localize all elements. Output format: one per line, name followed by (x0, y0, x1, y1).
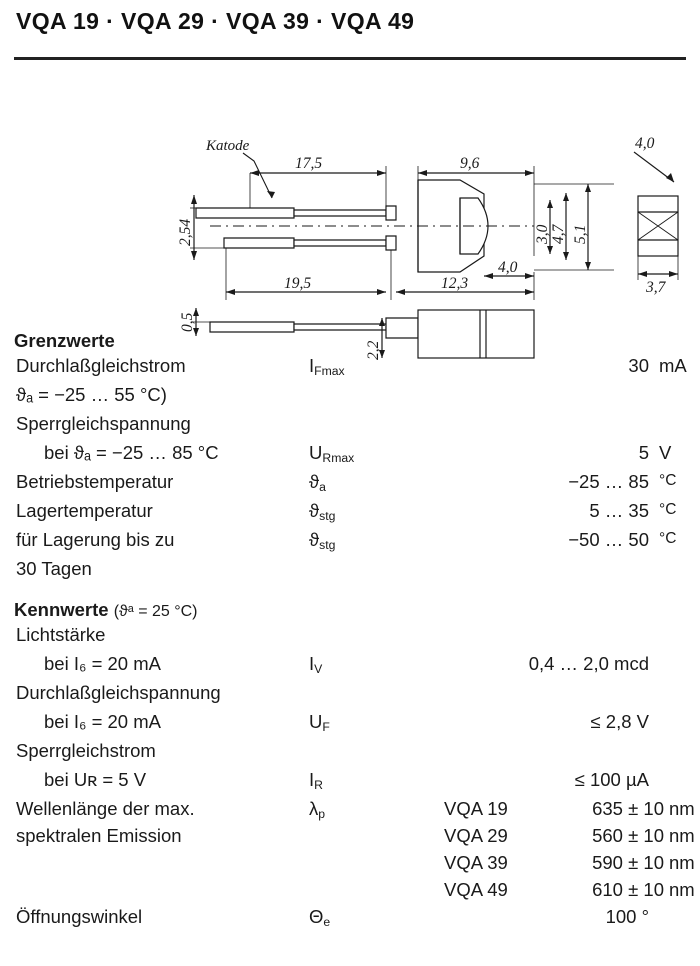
wavelength-value: 560 ± 10 (592, 824, 664, 846)
dim-12-3: 12,3 (441, 275, 469, 292)
dim-4-0-mid: 4,0 (498, 259, 518, 276)
spec-label: Lagertemperatur (16, 499, 153, 521)
spec-label: bei ϑₐ = −25 … 85 °C (44, 441, 219, 463)
dim-19-5: 19,5 (284, 275, 312, 292)
spec-symbol: $I_{Fmax}$ (309, 354, 345, 378)
section-heading-note: (ϑᵃ = 25 °C) (113, 602, 198, 620)
spec-label: bei I₆ = 20 mA (44, 652, 161, 674)
spec-row-oeffnungswinkel (14, 905, 686, 937)
spec-symbol: $ϑ_{stg}$ (309, 499, 336, 523)
wavelength-type: VQA 49 (444, 878, 508, 900)
wavelength-value: 635 ± 10 (592, 797, 664, 819)
spec-unit: °C (659, 471, 677, 489)
spec-row-30-tagen (14, 557, 686, 589)
section-heading-kennwerte (14, 598, 686, 620)
spec-row-wellenlaenge-2 (14, 824, 695, 854)
spec-symbol: $\lambda_p$ (309, 797, 326, 821)
dim-3-7: 3,7 (646, 279, 666, 296)
spec-row-urmax (14, 441, 686, 473)
spec-row-wellenlaenge-1 (14, 797, 695, 827)
dim-4-0-top: 4,0 (635, 135, 655, 152)
spec-symbol: $U_F$ (309, 710, 330, 734)
spec-value: −50 … 50 (568, 528, 649, 550)
spec-symbol: $U_{Rmax}$ (309, 441, 355, 465)
spec-label: Durchlaßgleichstrom (16, 354, 186, 376)
dim-17-5: 17,5 (295, 155, 323, 172)
spec-row-wellenlaenge-4 (14, 878, 695, 908)
spec-row-lagerung-30-tage (14, 528, 686, 560)
spec-label: Wellenlänge der max. (16, 797, 195, 819)
spec-label: bei I₆ = 20 mA (44, 710, 161, 732)
spec-unit: °C (659, 500, 677, 518)
spec-unit: V (659, 441, 672, 463)
spec-row-wellenlaenge-3 (14, 851, 695, 881)
page-title: VQA 19 · VQA 29 · VQA 39 · VQA 49 (16, 8, 415, 34)
section-heading-text: Kennwerte (14, 598, 109, 620)
spec-label: 30 Tagen (16, 557, 92, 579)
dim-4-7: 4,7 (550, 224, 567, 244)
specifications (14, 330, 695, 937)
spec-symbol: $I_R$ (309, 768, 323, 792)
spec-label: spektralen Emission (16, 824, 182, 846)
spec-unit: mA (659, 354, 687, 376)
label-katode: Katode (206, 138, 250, 154)
spec-row-iv (14, 652, 686, 684)
spec-label: Lichtstärke (16, 623, 106, 645)
spec-row-lagertemperatur (14, 499, 686, 531)
spec-label: Durchlaßgleichspannung (16, 681, 221, 703)
dim-2-2: 2,2 (365, 340, 382, 360)
spec-value: −25 … 85 (568, 470, 649, 492)
spec-symbol: $I_V$ (309, 652, 323, 676)
spec-label: für Lagerung bis zu (16, 528, 175, 550)
spec-value: 0,4 … 2,0 mcd (528, 652, 649, 674)
spec-symbol: $ϑ_a$ (309, 470, 326, 494)
spec-row-durchlassgleichspannung (14, 681, 686, 713)
section-heading-grenzwerte: Grenzwerte (14, 330, 115, 351)
spec-row-temp-note (14, 383, 686, 415)
wavelength-value: 610 ± 10 (592, 878, 664, 900)
spec-row-sperrgleichstrom (14, 739, 686, 771)
wavelength-type: VQA 39 (444, 851, 508, 873)
wavelength-unit: nm (669, 878, 695, 900)
spec-label: Betriebstemperatur (16, 470, 174, 492)
wavelength-unit: nm (669, 851, 695, 873)
spec-label: ϑₐ = −25 … 55 °C) (16, 383, 167, 405)
spec-value: 100 ° (605, 905, 649, 927)
wavelength-unit: nm (669, 797, 695, 819)
wavelength-type: VQA 29 (444, 824, 508, 846)
wavelength-value: 590 ± 10 (592, 851, 664, 873)
wavelength-type: VQA 19 (444, 797, 508, 819)
spec-label: Sperrgleichspannung (16, 412, 191, 434)
spec-value: ≤ 100 µA (574, 768, 649, 790)
spec-symbol: $ϑ_{stg}$ (309, 528, 336, 552)
dim-9-6: 9,6 (460, 155, 480, 172)
spec-row-betriebstemperatur (14, 470, 686, 502)
spec-row-durchlassgleichstrom (14, 354, 687, 386)
spec-value: 30 (628, 354, 649, 376)
spec-row-lichtstaerke (14, 623, 686, 655)
spec-value: ≤ 2,8 V (590, 710, 649, 732)
spec-label: Öffnungswinkel (16, 905, 143, 927)
dim-2-54: 2,54 (177, 218, 194, 246)
wavelength-unit: nm (669, 824, 695, 846)
dim-3-0: 3,0 (534, 224, 551, 244)
spec-value: 5 … 35 (589, 499, 649, 521)
spec-row-sperrgleichspannung (14, 412, 686, 444)
spec-row-uf (14, 710, 686, 742)
spec-value: 5 (638, 441, 649, 463)
spec-row-ir (14, 768, 686, 800)
dim-5-1: 5,1 (572, 224, 589, 244)
spec-label: bei Uʀ = 5 V (44, 768, 147, 790)
section-spacer (14, 589, 686, 601)
spec-unit: °C (659, 529, 677, 547)
spec-symbol: $\Theta_e$ (309, 905, 331, 929)
spec-label: Sperrgleichstrom (16, 739, 156, 761)
dim-0-5: 0,5 (179, 312, 196, 332)
